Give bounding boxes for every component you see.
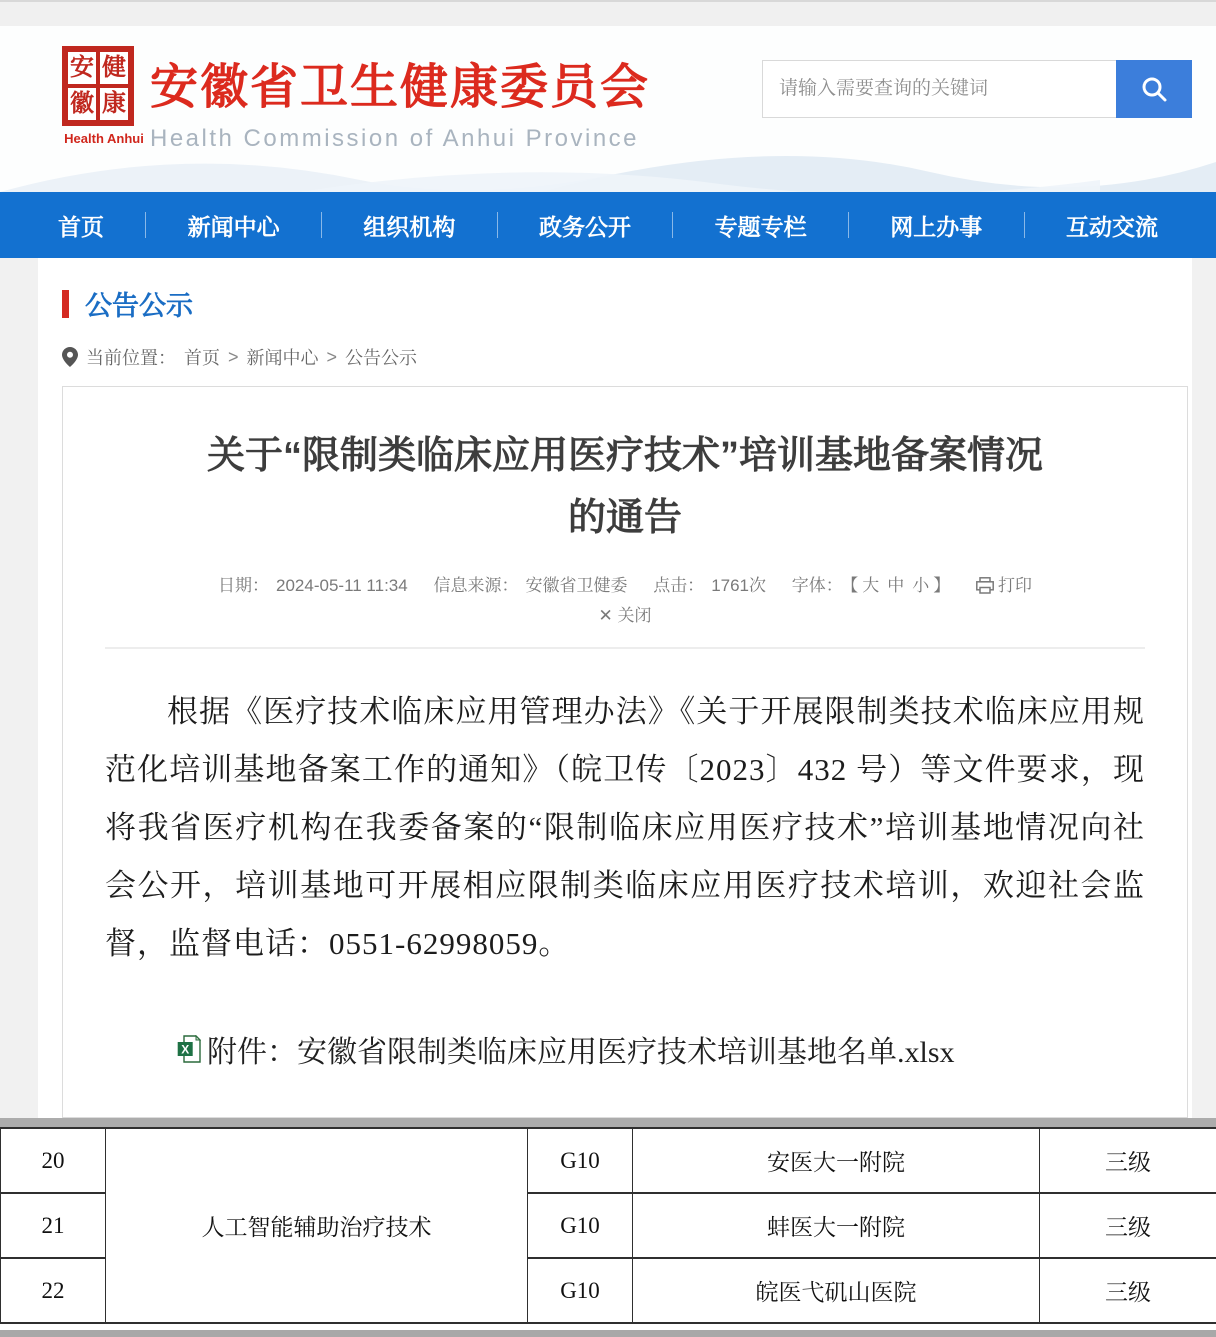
article-title <box>105 425 1145 549</box>
search-button[interactable] <box>1116 60 1192 118</box>
seal-char: 健 <box>98 50 130 86</box>
meta-source-label: 信息来源： <box>433 576 519 595</box>
section-red-bar <box>62 290 69 318</box>
breadcrumb-home[interactable]: 首页 <box>184 348 220 368</box>
close-label: 关闭 <box>617 606 652 625</box>
site-titles <box>150 48 650 153</box>
cell-code: G10 <box>528 1258 633 1323</box>
printer-icon <box>976 577 994 594</box>
meta-source-value: 安徽省卫健委 <box>525 576 628 595</box>
divider-strip-top <box>0 1118 1216 1127</box>
svg-text:X: X <box>181 1042 190 1057</box>
font-size-small-button[interactable]: 小 <box>912 576 930 595</box>
article-divider <box>105 647 1145 649</box>
search-input[interactable] <box>762 60 1116 118</box>
cell-level: 三级 <box>1040 1193 1216 1258</box>
cell-hospital: 安医大一附院 <box>633 1128 1040 1193</box>
browser-top-strip <box>0 0 1216 26</box>
print-label: 打印 <box>997 576 1032 595</box>
article-meta-line2 <box>105 601 1145 631</box>
meta-clicks-label: 点击： <box>653 576 705 595</box>
search-icon <box>1140 75 1168 103</box>
logo-caption: Health Anhui <box>64 131 144 146</box>
close-button[interactable] <box>599 606 652 625</box>
site-title: 安徽省卫生健康委员会 <box>150 61 651 114</box>
table-row <box>1 1128 1216 1193</box>
nav-separator <box>145 212 146 238</box>
nav-separator <box>848 212 849 238</box>
cell-level: 三级 <box>1040 1258 1216 1323</box>
article-body: 根据《医疗技术临床应用管理办法》《关于开展限制类技术临床应用规范化培训基地备案工作的通知》（皖卫传〔2023〕432 号）等文件要求，现将我省医疗机构在我委备案的“限制临床应用医疗技术”培训基地情况向社会公开，培训基地可开展相应限制类临床应用医疗技术培训，欢迎社会监督，监督电话：0551-62998059。 <box>105 694 1145 961</box>
nav-item-special-topics[interactable]: 专题专栏 <box>714 213 807 240</box>
attachment-row <box>177 1027 1145 1071</box>
meta-font-label: 字体： <box>791 576 843 595</box>
site-logo[interactable] <box>58 46 150 146</box>
divider-strip-bottom <box>0 1330 1216 1337</box>
nav-item-online-services[interactable]: 网上办事 <box>890 213 983 240</box>
font-size-medium-button[interactable]: 中 <box>887 576 905 595</box>
section-head <box>62 284 193 323</box>
breadcrumb-news-center[interactable]: 新闻中心 <box>246 348 319 368</box>
close-icon: ✕ <box>598 606 613 625</box>
breadcrumb-current[interactable]: 公告公示 <box>345 348 418 368</box>
right-margin-strip <box>1192 258 1216 1118</box>
font-bracket-close: 】 <box>933 576 951 595</box>
font-size-large-button[interactable]: 大 <box>862 576 880 595</box>
meta-clicks-value: 1761次 <box>711 576 767 595</box>
cell-row-number: 21 <box>1 1193 106 1258</box>
breadcrumb-separator: > <box>326 346 338 367</box>
nav-separator <box>497 212 498 238</box>
nav-separator <box>321 212 322 238</box>
cell-technology-merged: 人工智能辅助治疗技术 <box>106 1128 528 1323</box>
nav-item-organization[interactable]: 组织机构 <box>363 213 456 240</box>
seal-char: 安 <box>66 50 98 86</box>
main-nav <box>0 192 1216 258</box>
nav-item-interaction[interactable]: 互动交流 <box>1065 213 1158 240</box>
cell-hospital: 皖医弋矶山医院 <box>633 1258 1040 1323</box>
cell-row-number: 20 <box>1 1128 106 1193</box>
site-header <box>0 26 1216 192</box>
nav-item-home[interactable]: 首页 <box>58 213 104 240</box>
article-box <box>62 386 1188 1118</box>
article-title-line2: 的通告 <box>567 497 682 539</box>
attachment-label: 附件： <box>207 1036 297 1069</box>
font-bracket-open: 【 <box>849 576 859 595</box>
print-button[interactable] <box>976 576 1032 595</box>
site-subtitle: Health Commission of Anhui Province <box>150 125 640 152</box>
article-title-line1: 关于“限制类临床应用医疗技术”培训基地备案情况 <box>206 435 1043 477</box>
cell-row-number: 22 <box>1 1258 106 1323</box>
location-pin-icon <box>62 347 78 367</box>
attachment-preview-table <box>0 1127 1216 1324</box>
cell-code: G10 <box>528 1193 633 1258</box>
logo-seal-icon <box>62 46 134 126</box>
cell-level: 三级 <box>1040 1128 1216 1193</box>
seal-char: 徽 <box>66 86 98 122</box>
cell-code: G10 <box>528 1128 633 1193</box>
cell-hospital: 蚌医大一附院 <box>633 1193 1040 1258</box>
search-box <box>762 60 1192 118</box>
breadcrumb <box>62 344 417 370</box>
breadcrumb-separator: > <box>228 346 239 367</box>
nav-separator <box>1024 212 1025 238</box>
article-meta <box>105 571 1145 601</box>
nav-item-gov-affairs[interactable]: 政务公开 <box>538 213 631 240</box>
seal-char: 康 <box>98 86 130 122</box>
meta-date-label: 日期： <box>218 576 270 595</box>
nav-separator <box>672 212 673 238</box>
attachment-link[interactable]: 安徽省限制类临床应用医疗技术培训基地名单.xlsx <box>297 1036 955 1069</box>
nav-item-news-center[interactable]: 新闻中心 <box>187 213 280 240</box>
breadcrumb-prefix: 当前位置： <box>86 348 176 368</box>
left-margin-strip <box>0 258 38 1118</box>
excel-file-icon <box>177 1035 201 1063</box>
section-title: 公告公示 <box>85 291 193 321</box>
meta-date-value: 2024-05-11 11:34 <box>276 576 408 595</box>
